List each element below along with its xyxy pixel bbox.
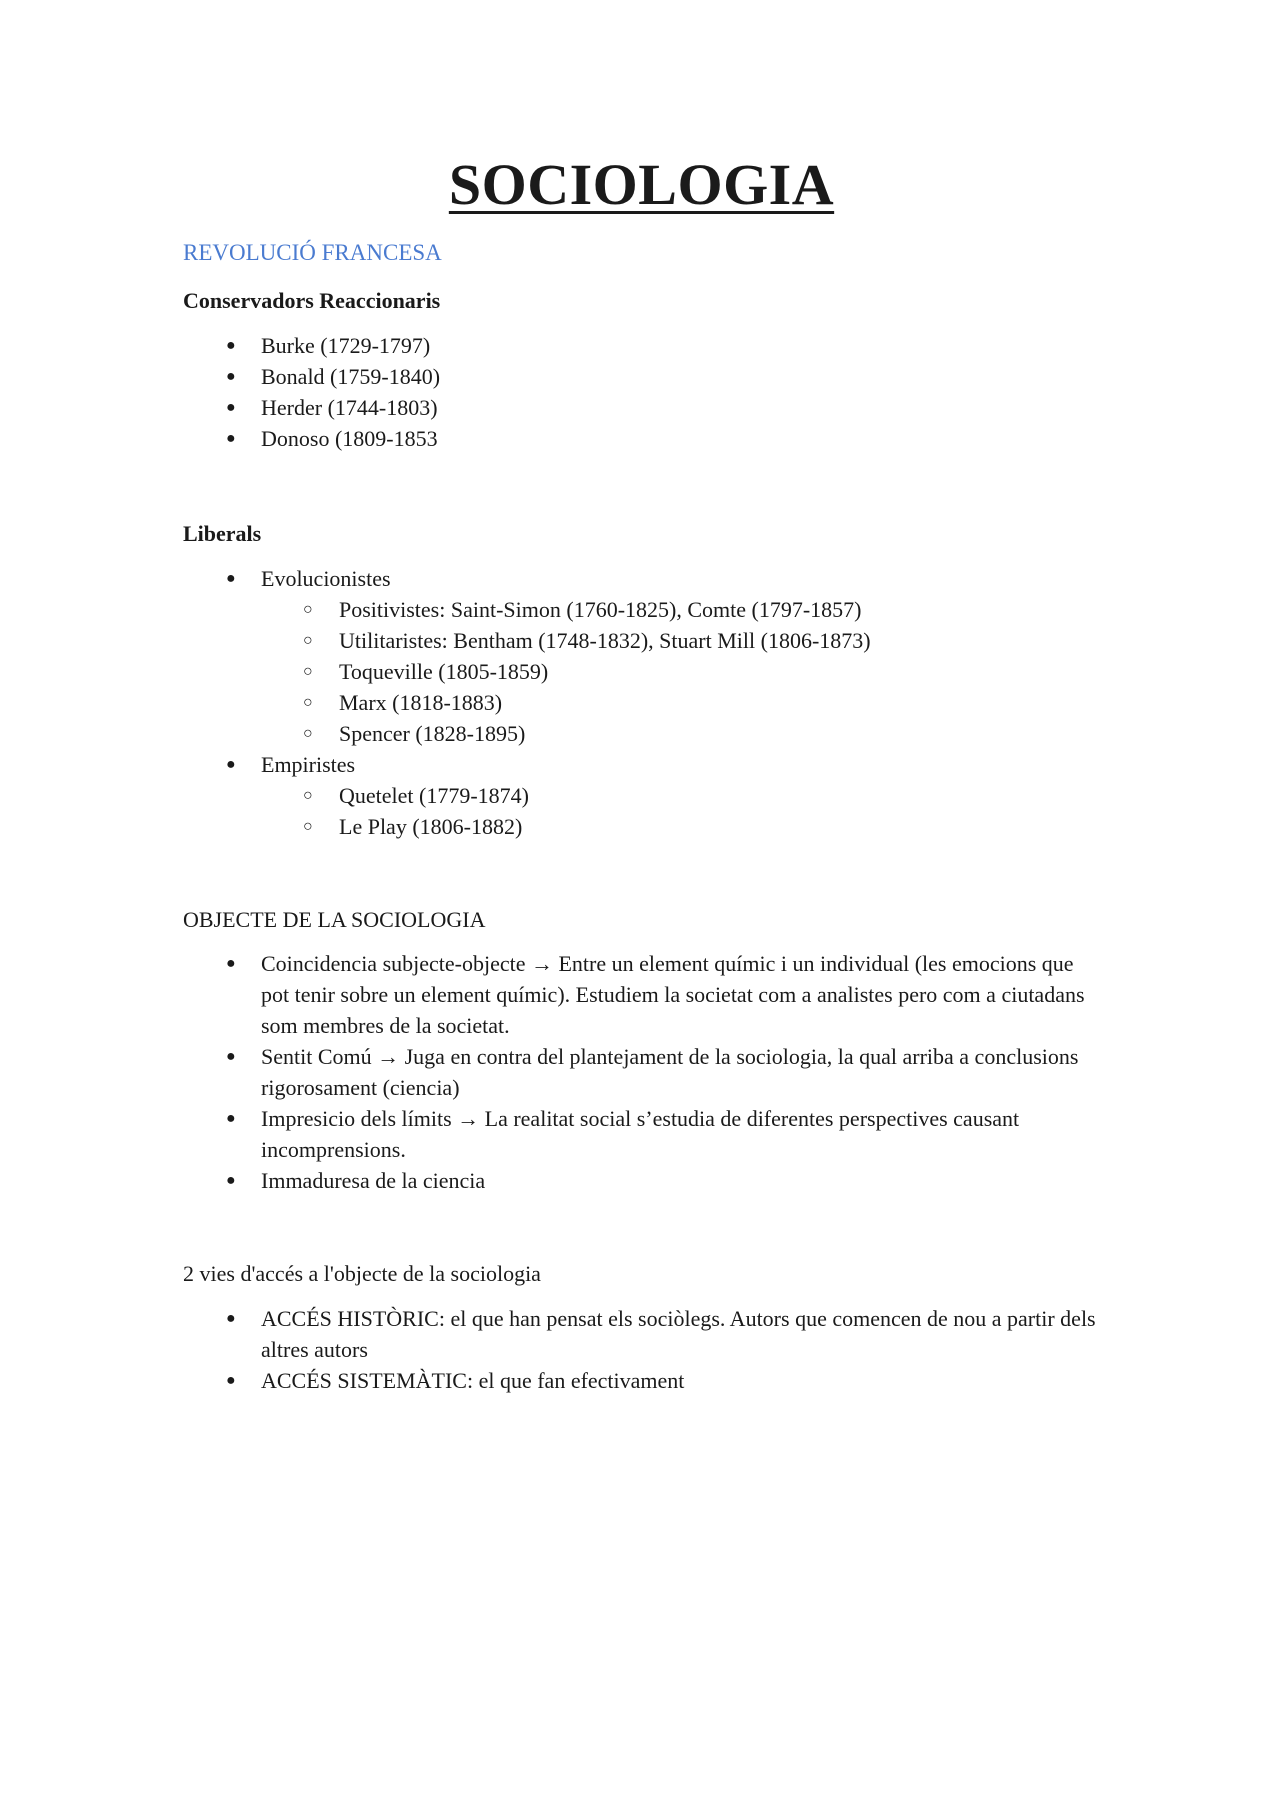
sublist-item bbox=[261, 594, 1100, 625]
bullet-icon: ● bbox=[226, 337, 236, 355]
bullet-icon: ● bbox=[226, 569, 236, 587]
sublist-item-text: Marx (1818-1883) bbox=[339, 689, 503, 715]
spacer bbox=[183, 842, 1100, 906]
conservadors-list bbox=[183, 330, 1100, 454]
sublist-item bbox=[261, 687, 1100, 718]
hollow-bullet-icon: ○ bbox=[303, 662, 313, 680]
hollow-bullet-icon: ○ bbox=[303, 724, 313, 742]
list-item-text: Coincidencia subjecte-objecte → Entre un element químic i un individual (les emocions que pot tenir sobre un element químic). Estudiem la societat com a analistes pero com a ciutadans som membres de la societat. bbox=[261, 951, 1085, 1039]
evolucionistes-sublist bbox=[261, 594, 1100, 749]
subheading-conservadors: Conservadors Reaccionaris bbox=[183, 288, 441, 314]
spacer bbox=[183, 1196, 1100, 1260]
bullet-icon: ● bbox=[226, 399, 236, 417]
list-item bbox=[183, 1041, 1100, 1103]
list-item-text: Sentit Comú → Juga en contra del plantejament de la sociologia, la qual arriba a conclusions rigorosament (ciencia) bbox=[261, 1044, 1079, 1101]
list-item-text: Impresicio dels límits → La realitat social s’estudia de diferentes perspectives causant incomprensions. bbox=[261, 1106, 1020, 1163]
list-item-text: ACCÉS HISTÒRIC: el que han pensat els sociòlegs. Autors que comencen de nou a partir dels altres autors bbox=[261, 1305, 1096, 1362]
sublist-item-text: Positivistes: Saint-Simon (1760-1825), Comte (1797-1857) bbox=[339, 596, 862, 622]
objecte-list bbox=[183, 948, 1100, 1196]
sublist-item bbox=[261, 811, 1100, 842]
hollow-bullet-icon: ○ bbox=[303, 600, 313, 618]
list-item-text: Bonald (1759-1840) bbox=[261, 364, 441, 390]
sublist-item bbox=[261, 718, 1100, 749]
list-item-text: Burke (1729-1797) bbox=[261, 333, 431, 359]
sublist-item bbox=[261, 656, 1100, 687]
list-item bbox=[183, 361, 1100, 392]
list-item bbox=[183, 392, 1100, 423]
bullet-icon: ● bbox=[226, 955, 236, 973]
sublist-item-text: Toqueville (1805-1859) bbox=[339, 658, 549, 684]
list-item bbox=[183, 423, 1100, 454]
list-item-text: Immaduresa de la ciencia bbox=[261, 1168, 486, 1194]
subheading-liberals: Liberals bbox=[183, 521, 262, 547]
bullet-icon: ● bbox=[226, 1371, 236, 1389]
hollow-bullet-icon: ○ bbox=[303, 786, 313, 804]
list-item bbox=[183, 330, 1100, 361]
section-heading-objecte: OBJECTE DE LA SOCIOLOGIA bbox=[183, 906, 486, 932]
page-title: SOCIOLOGIA bbox=[448, 152, 835, 217]
list-item-empiristes bbox=[183, 749, 1100, 842]
bullet-icon: ● bbox=[226, 1048, 236, 1066]
sublist-item bbox=[261, 625, 1100, 656]
sublist-item-text: Le Play (1806-1882) bbox=[339, 813, 523, 839]
empiristes-sublist bbox=[261, 780, 1100, 842]
list-item bbox=[183, 1365, 1100, 1396]
list-item-text: Evolucionistes bbox=[261, 565, 391, 591]
section-heading-vies: 2 vies d'accés a l'objecte de la sociologia bbox=[183, 1261, 541, 1287]
vies-list bbox=[183, 1303, 1100, 1396]
list-item bbox=[183, 948, 1100, 1041]
sublist-item-text: Quetelet (1779-1874) bbox=[339, 782, 529, 808]
list-item-text: Donoso (1809-1853 bbox=[261, 426, 438, 452]
bullet-icon: ● bbox=[226, 430, 236, 448]
section-heading-revolucio: REVOLUCIÓ FRANCESA bbox=[183, 239, 442, 265]
list-item-text: Herder (1744-1803) bbox=[261, 395, 438, 421]
list-item-text: Empiristes bbox=[261, 751, 356, 777]
liberals-list bbox=[183, 563, 1100, 842]
sublist-item-text: Spencer (1828-1895) bbox=[339, 720, 526, 746]
bullet-icon: ● bbox=[226, 1172, 236, 1190]
list-item bbox=[183, 1103, 1100, 1165]
bullet-icon: ● bbox=[226, 368, 236, 386]
list-item bbox=[183, 1165, 1100, 1196]
spacer bbox=[183, 454, 1100, 520]
list-item bbox=[183, 1303, 1100, 1365]
hollow-bullet-icon: ○ bbox=[303, 817, 313, 835]
list-item-text: ACCÉS SISTEMÀTIC: el que fan efectivament bbox=[261, 1367, 685, 1393]
sublist-item-text: Utilitaristes: Bentham (1748-1832), Stuart Mill (1806-1873) bbox=[339, 627, 871, 653]
bullet-icon: ● bbox=[226, 1309, 236, 1327]
hollow-bullet-icon: ○ bbox=[303, 693, 313, 711]
sublist-item bbox=[261, 780, 1100, 811]
bullet-icon: ● bbox=[226, 755, 236, 773]
bullet-icon: ● bbox=[226, 1110, 236, 1128]
list-item-evolucionistes bbox=[183, 563, 1100, 749]
hollow-bullet-icon: ○ bbox=[303, 631, 313, 649]
